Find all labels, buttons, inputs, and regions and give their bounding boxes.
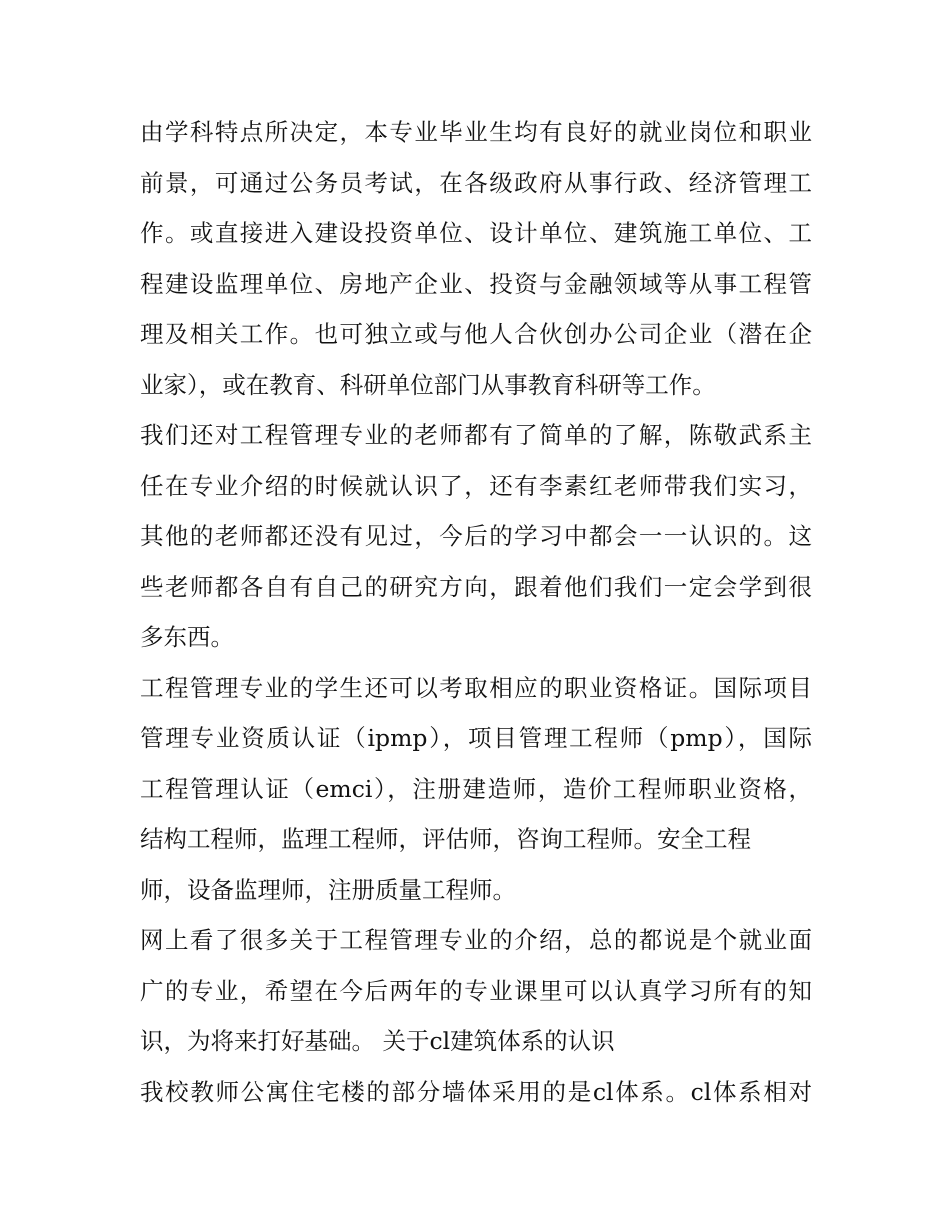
text-line: 工程管理专业的学生还可以考取相应的职业资格证。国际项目: [140, 673, 812, 702]
text-line: 我们还对工程管理专业的老师都有了简单的了解，陈敬武系主: [140, 421, 812, 449]
paragraph-career-prospects: [140, 107, 812, 410]
text-line: 作。或直接进入建设投资单位、设计单位、建筑施工单位、工: [140, 219, 812, 247]
text-line: 程建设监理单位、房地产企业、投资与金融领域等从事工程管: [140, 269, 812, 298]
text-line: 结构工程师，监理工程师，评估师，咨询工程师。安全工程: [140, 825, 751, 853]
text-line: 工程管理认证（emci），注册建造师，造价工程师职业资格，: [140, 774, 812, 803]
text-line: 多东西。: [140, 623, 234, 651]
text-line: 其他的老师都还没有见过，今后的学习中都会一一认识的。这: [140, 522, 812, 550]
text-line: 任在专业介绍的时候就认识了，还有李素红老师带我们实习，: [140, 471, 812, 500]
text-line: 师，设备监理师，注册质量工程师。: [140, 875, 516, 904]
text-line: 些老师都各自有自己的研究方向，跟着他们我们一定会学到很: [140, 572, 812, 601]
text-line: 由学科特点所决定，本专业毕业生均有良好的就业岗位和职业: [140, 118, 812, 146]
text-line: 业家），或在教育、科研单位部门从事教育科研等工作。: [140, 370, 716, 399]
paragraph-teachers: [140, 410, 812, 663]
text-line: 广的专业，希望在今后两年的专业课里可以认真学习所有的知: [140, 976, 812, 1005]
document-body: [140, 107, 812, 1117]
text-line: 理及相关工作。也可独立或与他人合伙创办公司企业（潜在企: [140, 320, 812, 348]
text-line: 网上看了很多关于工程管理专业的介绍，总的都说是个就业面: [140, 926, 812, 954]
text-line: 前景，可通过公务员考试，在各级政府从事行政、经济管理工: [140, 168, 812, 197]
paragraph-cl-system: [140, 1067, 812, 1118]
paragraph-certifications: [140, 663, 812, 916]
paragraph-online-introduction: [140, 915, 812, 1067]
text-line: 识，为将来打好基础。 关于cl建筑体系的认识: [140, 1027, 615, 1055]
text-line: 管理专业资质认证（ipmp），项目管理工程师（pmp），国际: [140, 724, 812, 752]
text-line: 我校教师公寓住宅楼的部分墙体采用的是cl体系。cl体系相对: [140, 1077, 812, 1106]
